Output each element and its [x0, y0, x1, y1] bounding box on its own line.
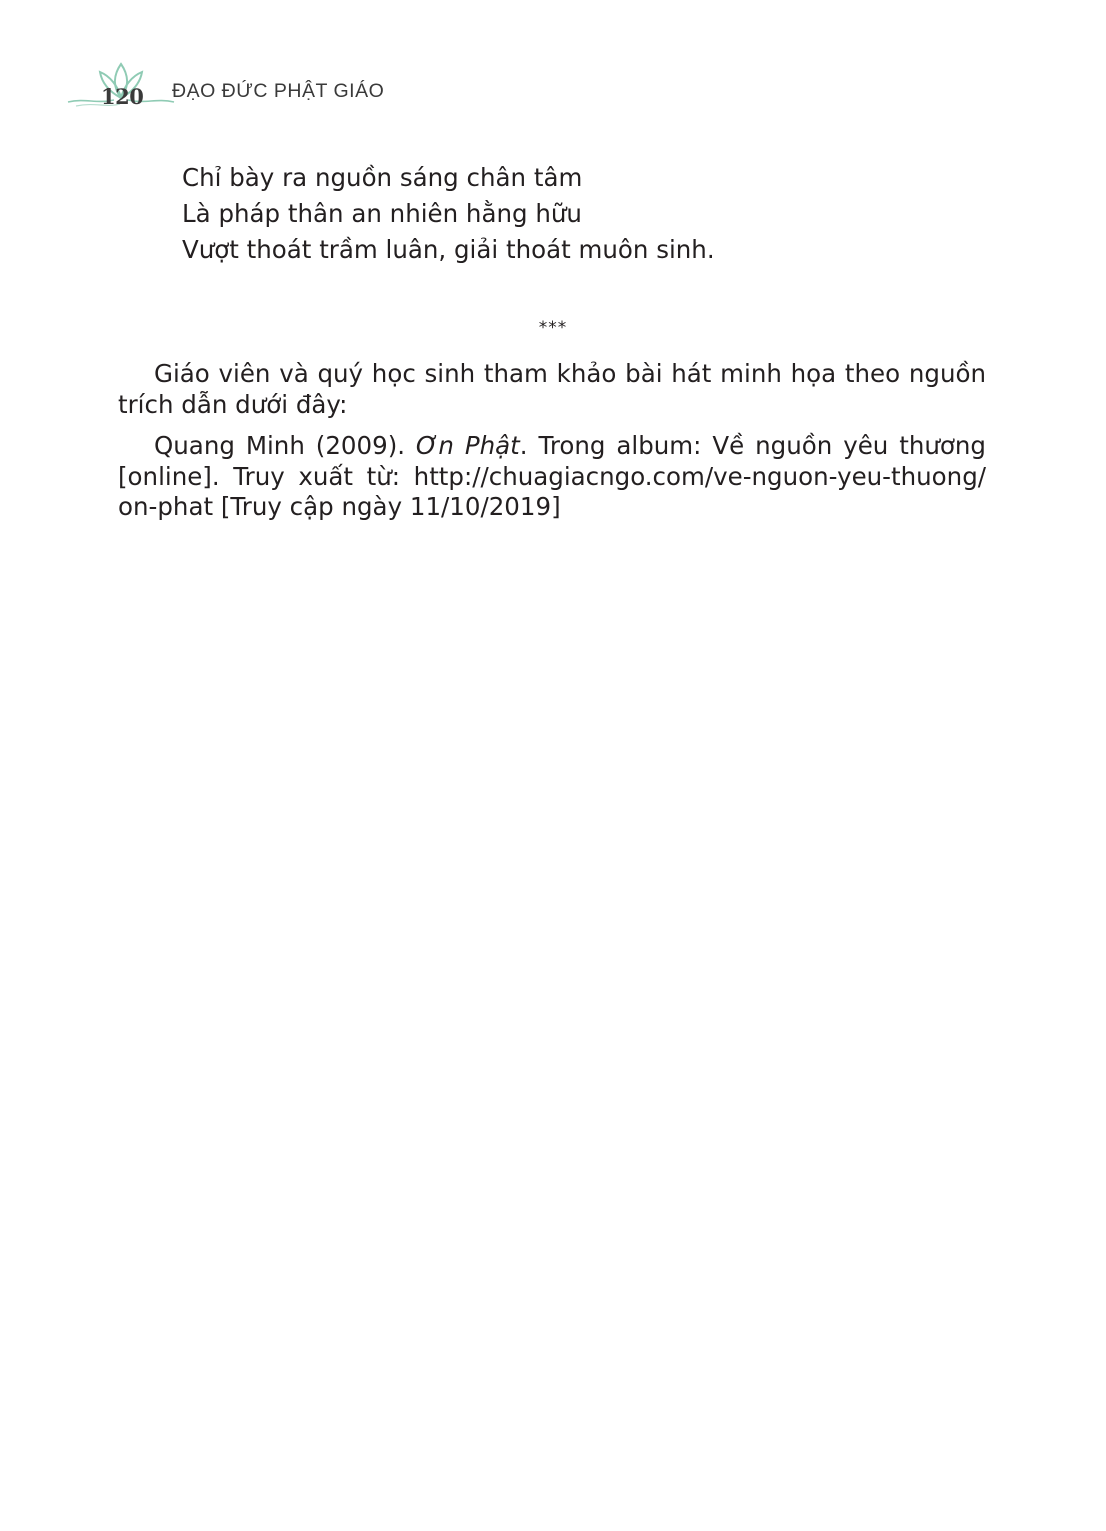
- reference-access-line: on-phat [Truy cập ngày 11/10/2019]: [118, 492, 561, 521]
- reference-song-title: Ơn Phật: [416, 431, 520, 460]
- intro-paragraph: Giáo viên và quý học sinh tham khảo bài hát minh họa theo nguồn trích dẫn dưới đây:: [118, 359, 986, 419]
- reference-album: . Trong album: Về nguồn yêu thương: [519, 431, 986, 460]
- page-header: [0, 0, 1106, 130]
- poem-line: Vượt thoát trầm luân, giải thoát muôn sinh.: [182, 235, 715, 264]
- page-number: 120: [101, 84, 144, 109]
- poem-line: Là pháp thân an nhiên hằng hữu: [182, 199, 582, 228]
- reference-line: [118, 431, 986, 462]
- book-title: ĐẠO ĐỨC PHẬT GIÁO: [172, 80, 385, 102]
- section-separator: ***: [538, 318, 568, 338]
- reference-url-line: [online]. Truy xuất từ: http://chuagiacngo.com/ve-nguon-yeu-thuong/: [118, 461, 986, 491]
- poem-line: Chỉ bày ra nguồn sáng chân tâm: [182, 163, 583, 192]
- poem-stanza: [182, 160, 1002, 268]
- reference-paragraph: [118, 431, 986, 523]
- reference-author-year: Quang Minh (2009).: [154, 431, 406, 460]
